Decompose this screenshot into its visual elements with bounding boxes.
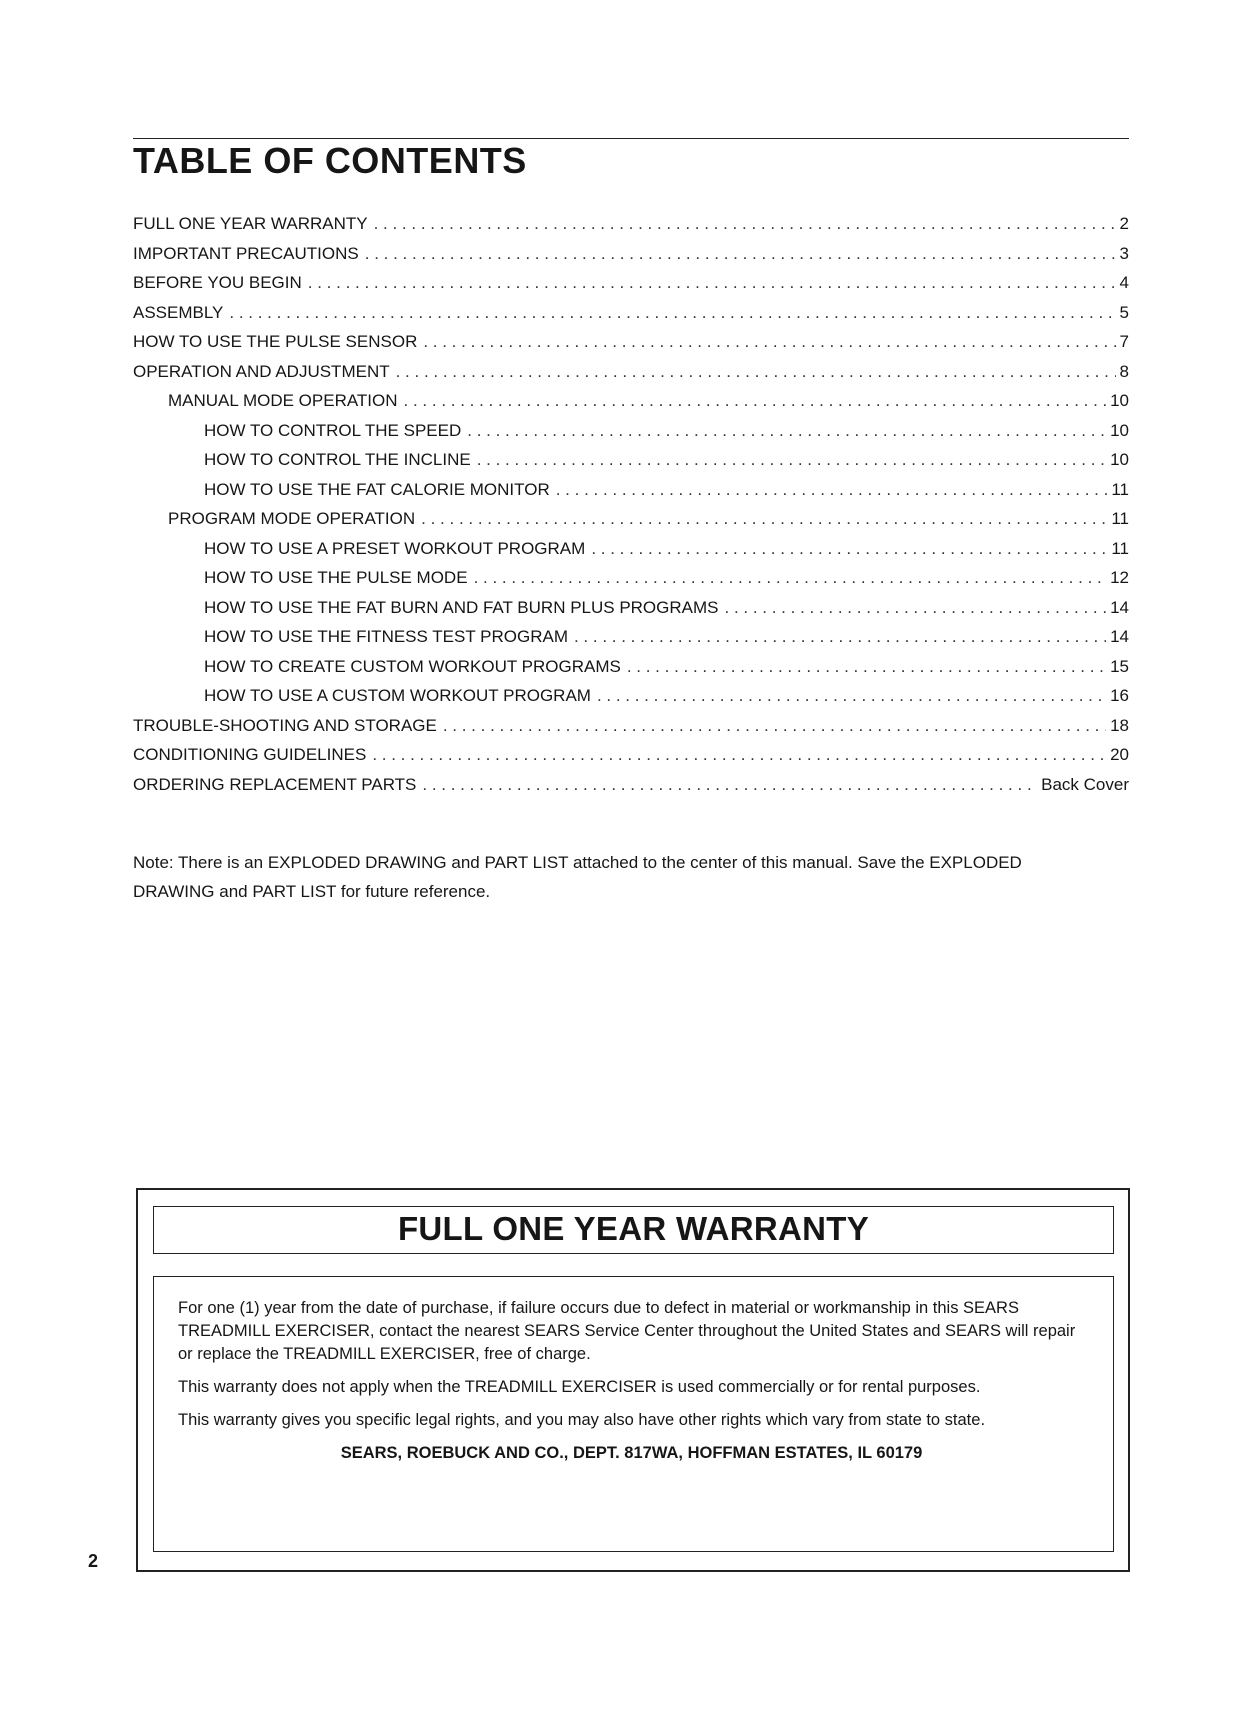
- exploded-drawing-note: Note: There is an EXPLODED DRAWING and PART LIST attached to the center of this manual. Save the EXPLODED DRAWING and PART LIST for future reference.: [133, 853, 1022, 901]
- toc-entry: [133, 598, 1129, 628]
- toc-entry: [133, 391, 1129, 421]
- toc-entry-label: IMPORTANT PRECAUTIONS: [133, 243, 359, 263]
- dot-leader: [308, 273, 1116, 293]
- toc-entry: [133, 627, 1129, 657]
- toc-entry: [133, 273, 1129, 303]
- dot-leader: [229, 303, 1115, 323]
- toc-entry-label: FULL ONE YEAR WARRANTY: [133, 214, 368, 233]
- page-number: 2: [88, 1551, 99, 1571]
- toc-entry: [133, 745, 1129, 775]
- toc-entry-label: HOW TO CONTROL THE INCLINE: [204, 450, 471, 469]
- dot-leader: [597, 686, 1106, 706]
- toc-entry: [133, 509, 1129, 539]
- toc-entry-page: Back Cover: [1041, 774, 1129, 794]
- toc-entry: [133, 686, 1129, 716]
- top-rule: [133, 138, 1129, 139]
- toc-title: TABLE OF CONTENTS: [133, 140, 527, 181]
- dot-leader: [396, 362, 1116, 382]
- toc-entry-label: MANUAL MODE OPERATION: [168, 391, 398, 410]
- toc-entry: [133, 214, 1129, 244]
- warranty-title: FULL ONE YEAR WARRANTY: [153, 1206, 1114, 1254]
- toc-entry-page: 11: [1111, 509, 1129, 528]
- toc-entry-page: 15: [1110, 656, 1129, 676]
- dot-leader: [467, 421, 1106, 441]
- dot-leader: [421, 509, 1107, 529]
- toc-entry: [133, 421, 1129, 451]
- dot-leader: [374, 214, 1116, 234]
- toc-entry-page: 16: [1110, 686, 1129, 705]
- toc-entry-label: PROGRAM MODE OPERATION: [168, 509, 416, 528]
- dot-leader: [423, 332, 1115, 352]
- dot-leader: [574, 627, 1106, 647]
- dot-leader: [591, 539, 1107, 559]
- table-of-contents: [133, 214, 1129, 804]
- toc-entry: [133, 332, 1129, 362]
- dot-leader: [477, 450, 1106, 470]
- toc-entry-page: 7: [1119, 332, 1129, 351]
- toc-entry-page: 18: [1110, 715, 1129, 735]
- toc-entry-page: 5: [1119, 302, 1129, 322]
- dot-leader: [474, 568, 1107, 588]
- toc-entry-label: HOW TO CONTROL THE SPEED: [204, 420, 462, 440]
- toc-entry-label: ASSEMBLY: [133, 302, 224, 322]
- toc-entry-page: 12: [1110, 568, 1129, 587]
- warranty-paragraph: For one (1) year from the date of purchase, if failure occurs due to defect in material or workmanship in this SEARS TREADMILL EXERCISER, contact the nearest SEARS Service Center throughout the United States and SEARS will repair or replace the TREADMILL EXERCISER, free of charge.: [178, 1299, 1076, 1363]
- toc-entry-page: 3: [1119, 243, 1129, 263]
- toc-entry: [133, 775, 1129, 805]
- toc-entry-label: HOW TO CREATE CUSTOM WORKOUT PROGRAMS: [204, 656, 621, 676]
- dot-leader: [627, 657, 1106, 677]
- warranty-paragraph: This warranty does not apply when the TREADMILL EXERCISER is used commercially or for rental purposes.: [178, 1378, 981, 1396]
- toc-entry-label: HOW TO USE THE PULSE MODE: [204, 568, 468, 587]
- toc-entry-page: 10: [1110, 450, 1129, 469]
- toc-entry-page: 11: [1111, 538, 1129, 558]
- toc-entry-label: HOW TO USE THE PULSE SENSOR: [133, 332, 418, 351]
- toc-entry: [133, 362, 1129, 392]
- toc-entry-label: HOW TO USE A PRESET WORKOUT PROGRAM: [204, 538, 586, 558]
- toc-entry-label: HOW TO USE THE FAT CALORIE MONITOR: [204, 479, 550, 499]
- toc-entry: [133, 568, 1129, 598]
- toc-entry: [133, 657, 1129, 687]
- toc-entry: [133, 450, 1129, 480]
- warranty-body: [153, 1276, 1114, 1552]
- toc-entry-label: HOW TO USE A CUSTOM WORKOUT PROGRAM: [204, 686, 591, 705]
- toc-entry: [133, 716, 1129, 746]
- warranty-paragraph: This warranty gives you specific legal rights, and you may also have other rights which vary from state to state.: [178, 1411, 986, 1429]
- toc-entry: [133, 303, 1129, 333]
- dot-leader: [556, 480, 1108, 500]
- toc-entry-label: BEFORE YOU BEGIN: [133, 273, 302, 292]
- toc-entry-label: ORDERING REPLACEMENT PARTS: [133, 774, 417, 794]
- toc-entry-page: 11: [1111, 479, 1129, 499]
- dot-leader: [725, 598, 1107, 618]
- toc-entry-page: 4: [1119, 273, 1129, 292]
- toc-entry-page: 20: [1110, 745, 1129, 764]
- toc-entry-page: 8: [1119, 361, 1129, 381]
- dot-leader: [443, 716, 1106, 736]
- dot-leader: [372, 745, 1106, 765]
- toc-entry-label: HOW TO USE THE FITNESS TEST PROGRAM: [204, 627, 568, 646]
- toc-entry: [133, 244, 1129, 274]
- dot-leader: [404, 391, 1107, 411]
- toc-entry: [133, 480, 1129, 510]
- toc-entry-page: 14: [1110, 627, 1129, 646]
- toc-entry-page: 10: [1110, 420, 1129, 440]
- toc-entry-page: 14: [1110, 597, 1129, 617]
- toc-entry: [133, 539, 1129, 569]
- toc-entry-page: 10: [1110, 391, 1129, 410]
- toc-entry-label: OPERATION AND ADJUSTMENT: [133, 361, 390, 381]
- warranty-address: SEARS, ROEBUCK AND CO., DEPT. 817WA, HOFFMAN ESTATES, IL 60179: [340, 1444, 923, 1462]
- toc-entry-label: CONDITIONING GUIDELINES: [133, 745, 367, 764]
- dot-leader: [422, 775, 1037, 795]
- toc-entry-label: HOW TO USE THE FAT BURN AND FAT BURN PLUS PROGRAMS: [204, 597, 719, 617]
- toc-entry-label: TROUBLE-SHOOTING AND STORAGE: [133, 715, 437, 735]
- dot-leader: [365, 244, 1116, 264]
- toc-entry-page: 2: [1119, 214, 1129, 233]
